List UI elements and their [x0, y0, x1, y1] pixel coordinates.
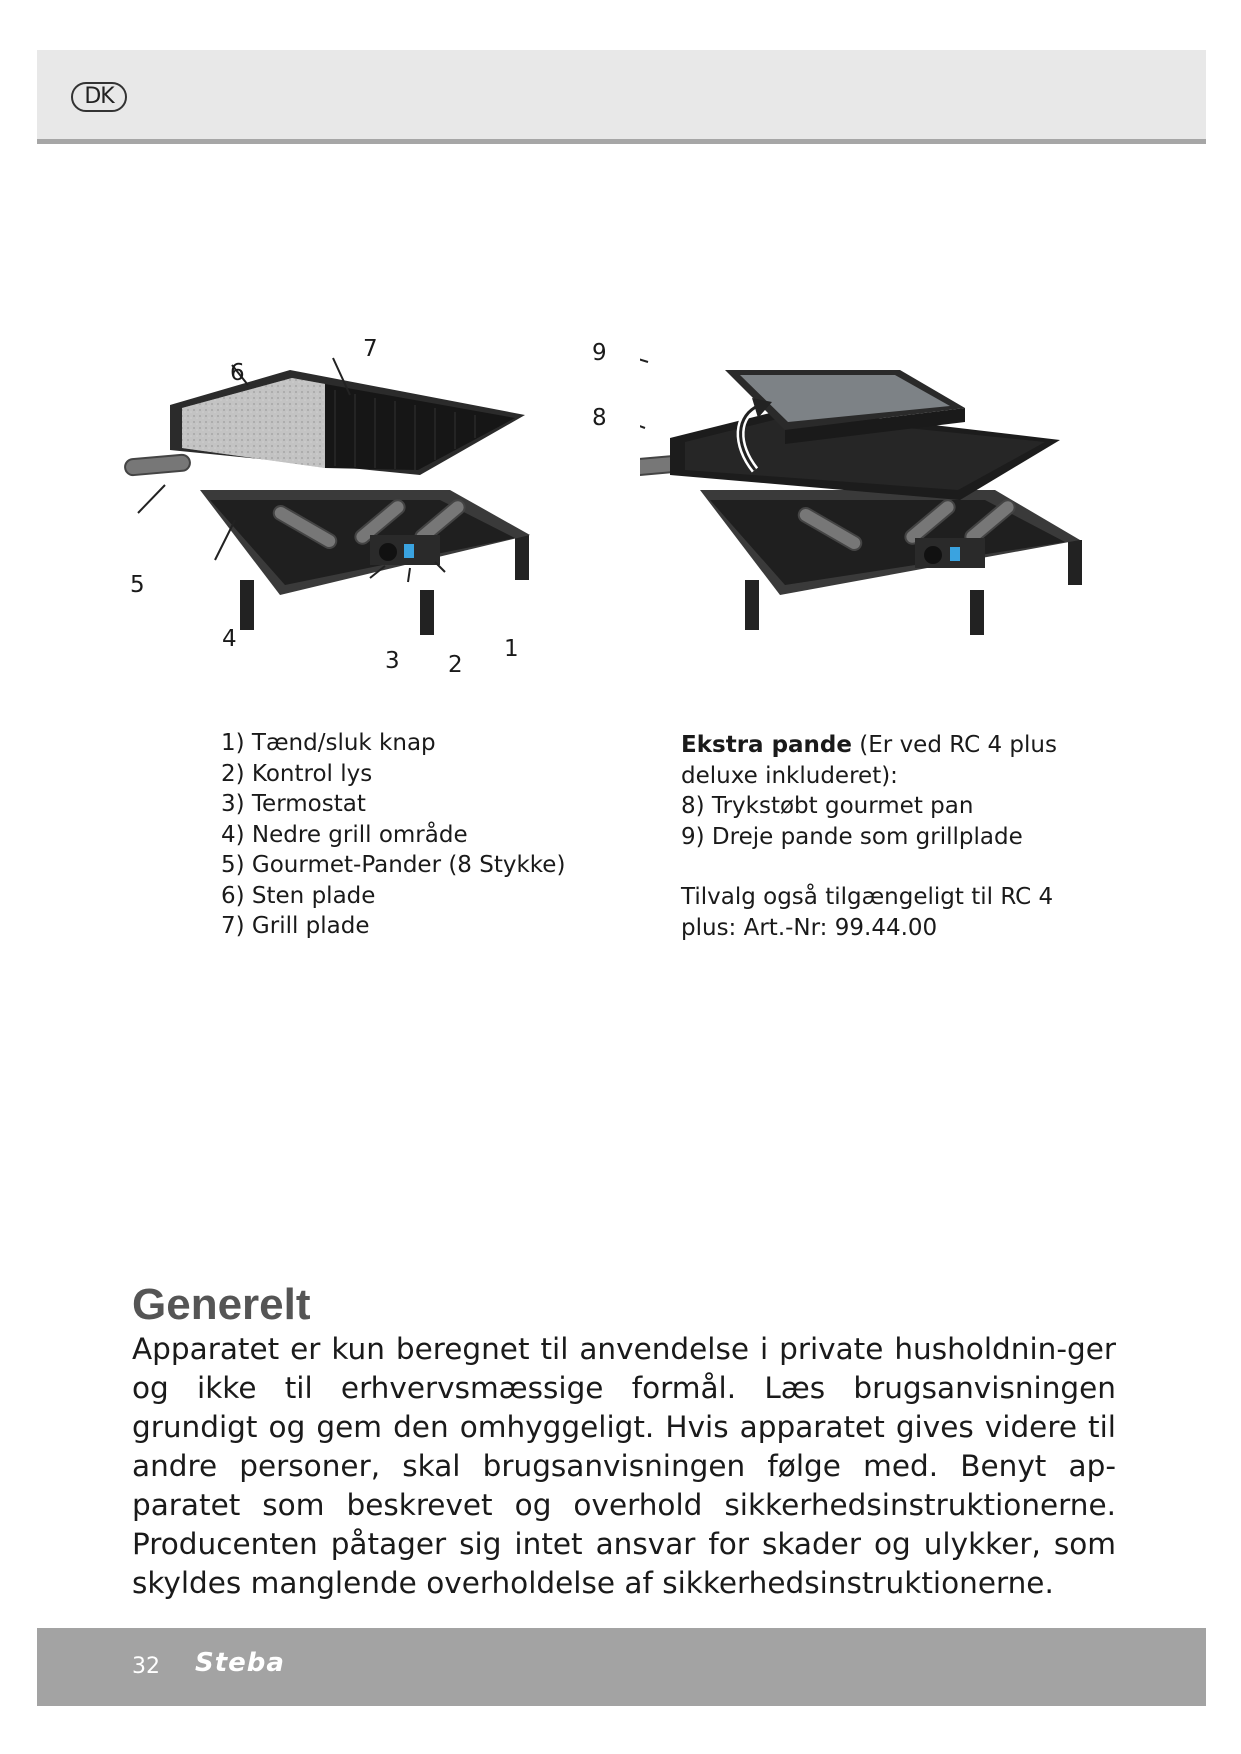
- parts-list: [221, 728, 565, 942]
- parts-list-item: 5) Gourmet-Pander (8 Stykke): [221, 852, 566, 878]
- callout-4: 4: [222, 626, 237, 652]
- parts-list-item: 4) Nedre grill område: [221, 821, 468, 848]
- raclette-grill-figure: [120, 330, 620, 690]
- callout-8: 8: [592, 405, 607, 431]
- callout-7: 7: [363, 336, 378, 362]
- callout-line-2: [408, 568, 410, 582]
- callout-1: 1: [504, 636, 519, 662]
- callout-line-5: [138, 485, 165, 513]
- page-header: [37, 50, 1206, 144]
- extra-pan-label: Ekstra pande: [681, 732, 852, 758]
- option-note: Tilvalg også tilgængeligt til RC 4 plus: Art.-Nr: 99.44.00: [681, 884, 1054, 941]
- extra-pan-figure: [592, 330, 1120, 690]
- callout-line-8: [640, 417, 645, 428]
- parts-list-item: 2) Kontrol lys: [221, 760, 373, 787]
- callout-line-9: [640, 352, 648, 362]
- parts-list-item: 3) Termostat: [221, 791, 366, 817]
- callout-5: 5: [130, 572, 145, 598]
- parts-list-item: 6) Sten plade: [221, 882, 376, 909]
- callout-2: 2: [448, 652, 463, 678]
- brand-logo: Steba: [195, 1648, 285, 1678]
- extra-pan-illustration: [640, 330, 1120, 690]
- extra-pan-item: 9) Dreje pande som grillplade: [681, 823, 1023, 850]
- callout-3: 3: [385, 648, 400, 674]
- raclette-grill-illustration: [120, 330, 620, 690]
- section-body: Apparatet er kun beregnet til anvendelse i private husholdnin-ger og ikke til erhvervsmæssige formål. Læs brugsanvisningen grundigt og gem den omhyggeligt. Hvis apparatet gives videre til andre personer, skal brugsanvisningen følge med. Benyt ap-paratet som beskrevet og overhold sikkerhedsinstruktionerne. Producenten påtager sig intet ansvar for skader og ulykker, som skyldes manglende overholdelse af sikkerhedsinstruktionerne.: [132, 1332, 1116, 1600]
- parts-list-item: 1) Tænd/sluk knap: [221, 730, 436, 756]
- language-badge: DK: [71, 82, 127, 112]
- callout-9: 9: [592, 340, 607, 366]
- extra-pan-description: [681, 730, 1101, 943]
- parts-list-item: 7) Grill plade: [221, 913, 370, 939]
- page-footer: [37, 1628, 1206, 1706]
- extra-pan-intro-rest: (Er ved RC 4 plus deluxe inkluderet):: [681, 732, 1057, 789]
- callout-6: 6: [230, 360, 245, 386]
- section-title: Generelt: [132, 1280, 311, 1329]
- callout-line-4: [215, 520, 235, 560]
- extra-pan-item: 8) Trykstøbt gourmet pan: [681, 793, 974, 819]
- extra-pan-intro: [681, 730, 1101, 791]
- page-number: 32: [132, 1654, 160, 1679]
